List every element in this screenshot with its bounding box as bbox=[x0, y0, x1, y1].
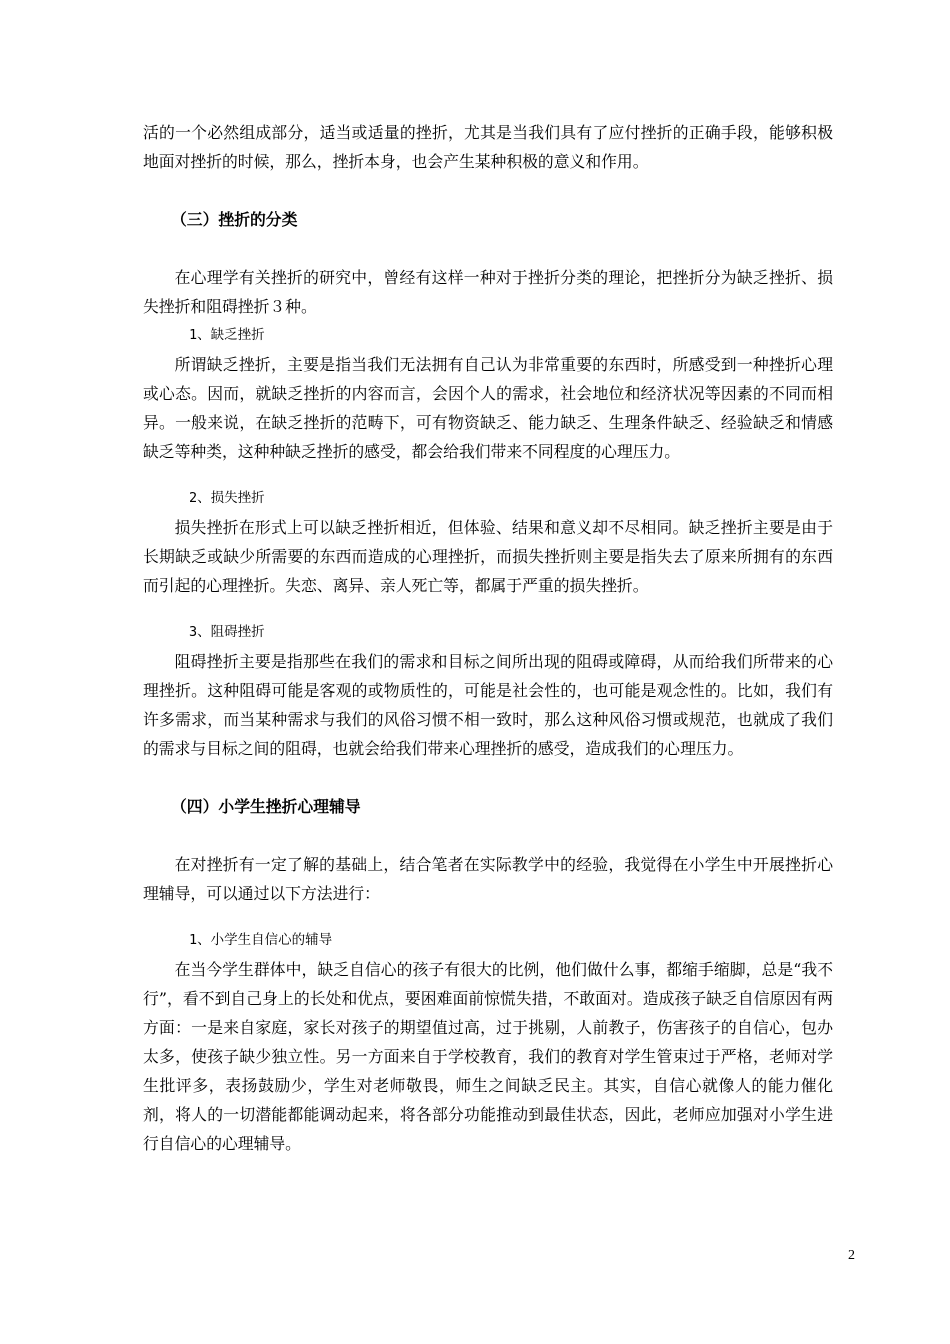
section-intro-counseling: 在对挫折有一定了解的基础上，结合笔者在实际教学中的经验，我觉得在小学生中开展挫折心理辅导，可以通过以下方法进行： bbox=[143, 855, 833, 903]
subsection-title-obstacle: 3、阻碍挫折 bbox=[189, 624, 265, 640]
subsection-text-obstacle: 阻碍挫折主要是指那些在我们的需求和目标之间所出现的阻碍或障碍，从而给我们所带来的心理挫折。这种阻碍可能是客观的或物质性的，可能是社会性的，也可能是观念性的。比如，我们有许多需求，而当某种需求与我们的风俗习惯不相一致时，那么这种风俗习惯或规范，也就成了我们的需求与目标之间的阻碍，也就会给我们带来心理挫折的感受，造成我们的心理压力。 bbox=[143, 652, 833, 758]
subsection-text-confidence: 在当今学生群体中，缺乏自信心的孩子有很大的比例，他们做什么事，都缩手缩脚，总是“我不行”，看不到自己身上的长处和优点，要困难面前惊慌失措，不敢面对。造成孩子缺乏自信原因有两方面：一是来自家庭，家长对孩子的期望值过高，过于挑剔，人前教子，伤害孩子的自信心，包办太多，使孩子缺少独立性。另一方面来自于学校教育，我们的教育对学生管束过于严格，老师对学生批评多，表扬鼓励少，学生对老师敬畏，师生之间缺乏民主。其实，自信心就像人的能力催化剂，将人的一切潜能都能调动起来，将各部分功能推动到最佳状态，因此，老师应加强对小学生进行自信心的心理辅导。 bbox=[143, 960, 833, 1153]
subsection-text-lack: 所谓缺乏挫折，主要是指当我们无法拥有自己认为非常重要的东西时，所感受到一种挫折心理或心态。因而，就缺乏挫折的内容而言，会因个人的需求，社会地位和经济状况等因素的不同而相异。一般来说，在缺乏挫折的范畴下，可有物资缺乏、能力缺乏、生理条件缺乏、经验缺乏和情感缺乏等种类，这种种缺乏挫折的感受，都会给我们带来不同程度的心理压力。 bbox=[143, 355, 833, 461]
section-heading-counseling: （四）小学生挫折心理辅导 bbox=[171, 797, 361, 816]
intro-paragraph: 活的一个必然组成部分，适当或适量的挫折，尤其是当我们具有了应付挫折的正确手段，能够积极地面对挫折的时候，那么，挫折本身，也会产生某种积极的意义和作用。 bbox=[143, 123, 833, 171]
section-heading-classification: （三）挫折的分类 bbox=[171, 210, 298, 229]
page-number: 2 bbox=[848, 1248, 855, 1263]
subsection-title-loss: 2、损失挫折 bbox=[189, 490, 265, 506]
section-intro-classification: 在心理学有关挫折的研究中，曾经有这样一种对于挫折分类的理论，把挫折分为缺乏挫折、损失挫折和阻碍挫折３种。 bbox=[143, 268, 833, 316]
document-body bbox=[143, 118, 833, 1158]
subsection-title-confidence: 1、小学生自信心的辅导 bbox=[189, 932, 333, 948]
subsection-text-loss: 损失挫折在形式上可以缺乏挫折相近，但体验、结果和意义却不尽相同。缺乏挫折主要是由于长期缺乏或缺少所需要的东西而造成的心理挫折，而损失挫折则主要是指失去了原来所拥有的东西而引起的心理挫折。失恋、离异、亲人死亡等，都属于严重的损失挫折。 bbox=[143, 518, 833, 595]
subsection-title-lack: 1、缺乏挫折 bbox=[189, 327, 265, 343]
